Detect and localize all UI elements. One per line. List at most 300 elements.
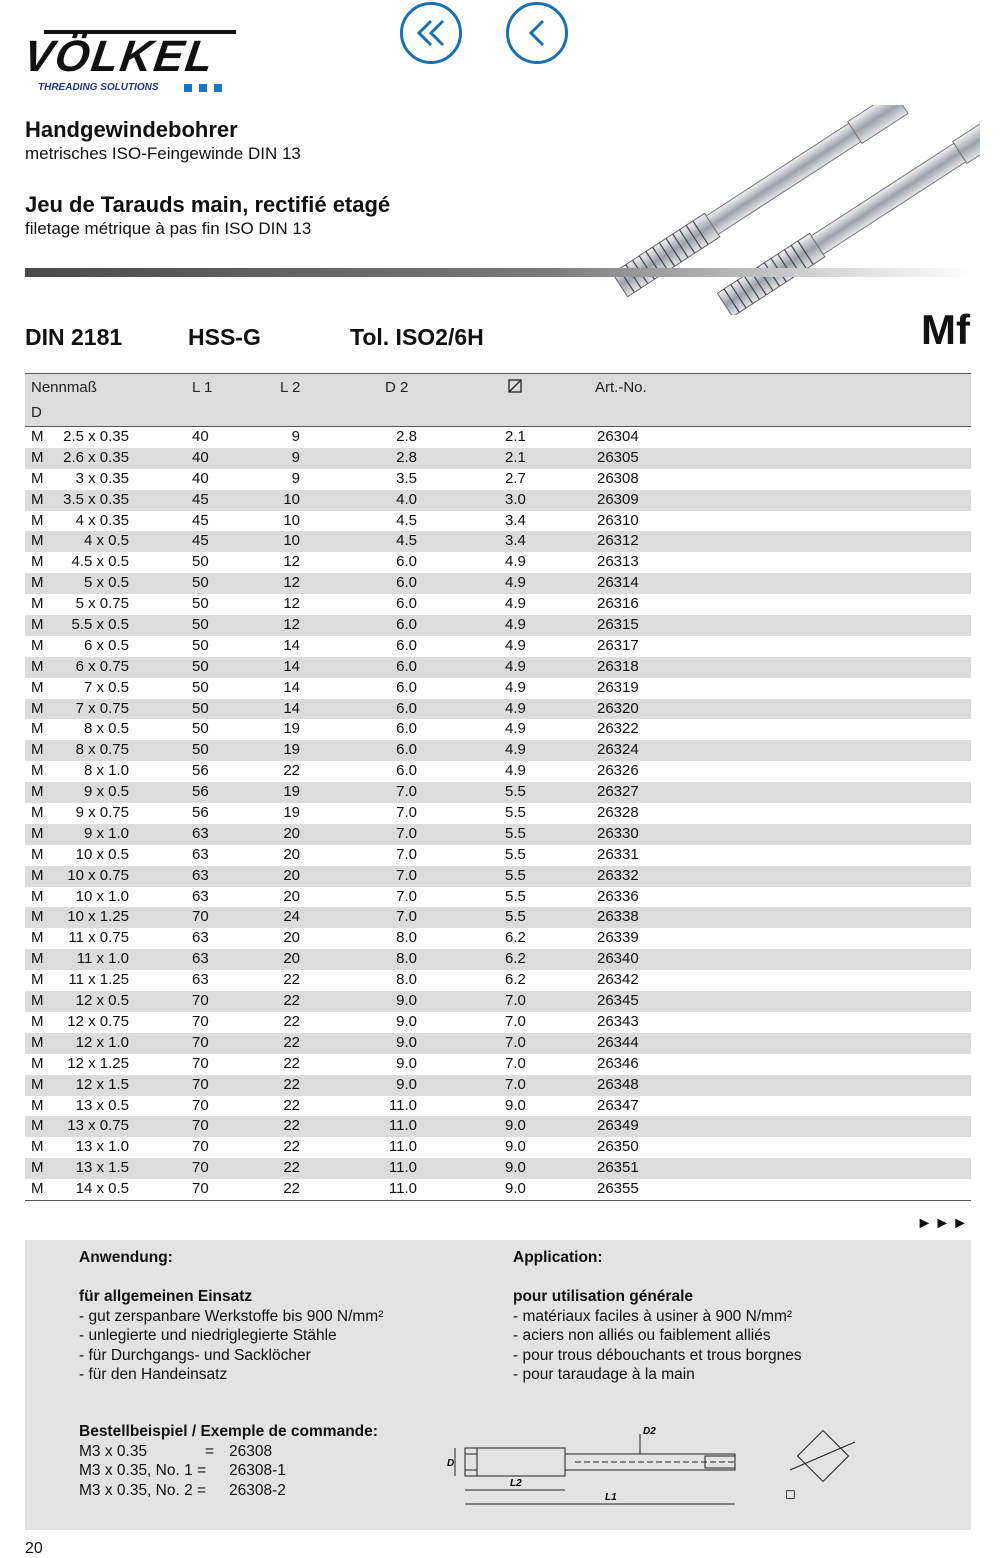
application-lead-de: für allgemeinen Einsatz	[79, 1288, 253, 1305]
cell-square: 5.5	[505, 824, 526, 842]
cell-l1: 70	[192, 1033, 209, 1051]
cell-square: 4.9	[505, 678, 526, 696]
cell-m: M	[31, 448, 44, 466]
cell-art-no: 26345	[597, 992, 639, 1010]
table-row	[25, 1116, 971, 1137]
application-german	[79, 1248, 383, 1385]
subtitle-french: filetage métrique à pas fin ISO DIN 13	[25, 219, 312, 238]
table-row	[25, 1075, 971, 1096]
cell-art-no: 26305	[597, 448, 639, 466]
continue-arrows[interactable]: ►►►	[916, 1215, 970, 1232]
application-item: - unlegierte und niedriglegierte Stähle	[79, 1327, 337, 1344]
cell-d2: 6.0	[396, 762, 417, 780]
header-d: D	[31, 404, 42, 421]
cell-l1: 63	[192, 971, 209, 989]
cell-art-no: 26315	[597, 616, 639, 634]
cell-size: 12 x 1.5	[75, 1075, 129, 1093]
cell-size: 11 x 1.0	[76, 950, 129, 968]
cell-l2: 24	[283, 908, 300, 926]
table-row	[25, 594, 971, 615]
cell-art-no: 26350	[597, 1138, 639, 1156]
cell-square: 3.4	[505, 532, 526, 550]
cell-l1: 50	[192, 553, 209, 571]
cell-l2: 20	[283, 824, 300, 842]
cell-size: 5 x 0.75	[75, 595, 129, 613]
application-item: - gut zerspanbare Werkstoffe bis 900 N/mm²	[79, 1307, 384, 1325]
cell-d2: 6.0	[396, 657, 417, 675]
cell-l2: 14	[283, 678, 300, 696]
cell-size: 3.5 x 0.35	[63, 490, 129, 508]
cell-d2: 6.0	[396, 553, 417, 571]
cell-l2: 14	[283, 636, 300, 654]
cell-square: 4.9	[505, 553, 526, 571]
cell-square: 7.0	[505, 1054, 526, 1072]
cell-l1: 63	[192, 929, 209, 947]
cell-d2: 11.0	[388, 1138, 417, 1156]
cell-m: M	[31, 616, 44, 634]
cell-d2: 7.0	[396, 783, 417, 801]
cell-art-no: 26328	[597, 804, 639, 822]
header-nennmass: Nennmaß	[31, 379, 97, 396]
cell-art-no: 26346	[597, 1054, 639, 1072]
square-size-icon	[508, 379, 522, 397]
table-row	[25, 1137, 971, 1158]
cell-size: 13 x 1.0	[75, 1138, 129, 1156]
cell-size: 7 x 0.5	[83, 678, 129, 696]
cell-size: 7 x 0.75	[75, 699, 129, 717]
cell-square: 9.0	[505, 1096, 526, 1114]
cell-art-no: 26342	[597, 971, 639, 989]
cell-square: 4.9	[505, 699, 526, 717]
cell-d2: 9.0	[396, 1075, 417, 1093]
cell-d2: 7.0	[396, 866, 417, 884]
cell-m: M	[31, 908, 44, 926]
cell-l2: 20	[283, 950, 300, 968]
cell-d2: 6.0	[396, 574, 417, 592]
cell-size: 10 x 1.25	[67, 908, 129, 926]
cell-square: 4.9	[505, 616, 526, 634]
cell-square: 5.5	[505, 783, 526, 801]
cell-m: M	[31, 762, 44, 780]
table-row	[25, 469, 971, 490]
cell-l1: 40	[192, 428, 209, 445]
cell-d2: 6.0	[396, 699, 417, 717]
cell-l1: 40	[192, 448, 209, 466]
cell-size: 13 x 1.5	[75, 1159, 129, 1177]
cell-m: M	[31, 929, 44, 947]
cell-d2: 2.8	[396, 428, 417, 445]
cell-l1: 70	[192, 908, 209, 926]
table-row	[25, 552, 971, 573]
order-example-row: M3 x 0.35, No. 1 = 26308-1	[79, 1462, 286, 1479]
cell-l2: 12	[283, 553, 300, 571]
application-item: - für den Handeinsatz	[79, 1366, 228, 1383]
cell-l1: 70	[192, 1159, 209, 1177]
cell-l2: 14	[283, 699, 300, 717]
cell-square: 5.5	[505, 804, 526, 822]
cell-size: 12 x 0.75	[67, 1012, 129, 1030]
cell-size: 2.5 x 0.35	[63, 428, 129, 445]
header-art-no: Art.-No.	[595, 379, 647, 396]
cell-art-no: 26324	[597, 741, 639, 759]
table-row	[25, 782, 971, 803]
table-row	[25, 511, 971, 532]
cell-square: 7.0	[505, 1075, 526, 1093]
cell-square: 6.2	[505, 929, 526, 947]
logo-square	[184, 84, 192, 92]
diagram-label-square: ◻	[785, 1486, 796, 1501]
cell-l2: 22	[283, 1054, 300, 1072]
application-french	[513, 1248, 802, 1385]
cell-square: 5.5	[505, 845, 526, 863]
cell-art-no: 26351	[597, 1159, 639, 1177]
table-row	[25, 1012, 971, 1033]
cell-square: 9.0	[505, 1138, 526, 1156]
cell-art-no: 26349	[597, 1117, 639, 1135]
cell-size: 6 x 0.5	[83, 636, 129, 654]
cell-m: M	[31, 1012, 44, 1030]
cell-d2: 3.5	[396, 469, 417, 487]
cell-l1: 63	[192, 824, 209, 842]
order-example-row: M3 x 0.35, No. 2 = 26308-2	[79, 1481, 286, 1499]
cell-l1: 50	[192, 720, 209, 738]
cell-l2: 19	[283, 783, 300, 801]
application-heading-de: Anwendung:	[79, 1249, 173, 1266]
cell-art-no: 26309	[597, 490, 639, 508]
application-item: - matériaux faciles à usiner à 900 N/mm²	[513, 1307, 793, 1325]
cell-l1: 45	[192, 511, 209, 529]
header-d2: D 2	[385, 379, 409, 396]
table-row	[25, 657, 971, 678]
table-row	[25, 615, 971, 636]
cell-l1: 70	[192, 1096, 209, 1114]
cell-d2: 8.0	[396, 929, 417, 947]
cell-l2: 9	[291, 448, 300, 466]
order-example	[79, 1422, 378, 1500]
cell-size: 9 x 1.0	[83, 824, 129, 842]
cell-art-no: 26312	[597, 532, 639, 550]
table-row	[25, 991, 971, 1012]
logo-name: VÖLKEL	[20, 32, 218, 81]
cell-size: 4 x 0.35	[75, 511, 129, 529]
tolerance: Tol. ISO2/6H	[350, 324, 484, 350]
table-row	[25, 1033, 971, 1054]
cell-l1: 56	[192, 783, 209, 801]
cell-m: M	[31, 553, 44, 571]
table-row	[25, 887, 971, 908]
cell-l2: 19	[283, 741, 300, 759]
header-l2: L 2	[280, 379, 301, 396]
cell-square: 3.0	[505, 490, 526, 508]
cell-art-no: 26327	[597, 783, 639, 801]
material-grade: HSS-G	[188, 324, 261, 350]
cell-square: 9.0	[505, 1159, 526, 1177]
cell-m: M	[31, 971, 44, 989]
diagram-label-d2: D2	[643, 1426, 656, 1437]
cell-size: 6 x 0.75	[75, 657, 129, 675]
cell-l2: 22	[283, 1180, 300, 1198]
title-french: Jeu de Tarauds main, rectifié etagé	[25, 192, 391, 217]
cell-d2: 6.0	[396, 720, 417, 738]
cell-l2: 19	[283, 804, 300, 822]
cell-square: 2.7	[505, 469, 526, 487]
cell-square: 2.1	[505, 448, 526, 466]
cell-l2: 10	[283, 511, 300, 529]
cell-l1: 70	[192, 1054, 209, 1072]
cell-square: 2.1	[505, 428, 526, 445]
din-standard: DIN 2181	[25, 324, 123, 350]
table-row	[25, 490, 971, 511]
cell-l2: 10	[283, 532, 300, 550]
cell-l2: 20	[283, 845, 300, 863]
cell-size: 14 x 0.5	[75, 1180, 129, 1198]
cell-m: M	[31, 887, 44, 905]
cell-square: 6.2	[505, 971, 526, 989]
table-row	[25, 636, 971, 657]
cell-l1: 50	[192, 574, 209, 592]
cell-art-no: 26355	[597, 1180, 639, 1198]
cell-square: 4.9	[505, 720, 526, 738]
table-row	[25, 1179, 971, 1200]
cell-l2: 22	[283, 1117, 300, 1135]
cell-square: 4.9	[505, 741, 526, 759]
table-row	[25, 845, 971, 866]
cell-square: 4.9	[505, 636, 526, 654]
cell-l1: 70	[192, 1012, 209, 1030]
cell-art-no: 26314	[597, 574, 639, 592]
cell-art-no: 26340	[597, 950, 639, 968]
cell-art-no: 26343	[597, 1012, 639, 1030]
cell-m: M	[31, 428, 44, 445]
cell-l2: 22	[283, 971, 300, 989]
cell-m: M	[31, 804, 44, 822]
application-item: - für Durchgangs- und Sacklöcher	[79, 1346, 311, 1364]
cell-l2: 22	[283, 1096, 300, 1114]
cell-l1: 70	[192, 992, 209, 1010]
cell-l2: 22	[283, 992, 300, 1010]
cell-m: M	[31, 699, 44, 717]
table-row	[25, 448, 971, 469]
cell-size: 9 x 0.75	[75, 804, 129, 822]
cell-m: M	[31, 824, 44, 842]
header-l1: L 1	[192, 379, 213, 396]
cell-size: 9 x 0.5	[83, 783, 129, 801]
cell-m: M	[31, 720, 44, 738]
diagram-label-d: D	[447, 1458, 455, 1469]
cell-m: M	[31, 866, 44, 884]
cell-art-no: 26347	[597, 1096, 639, 1114]
cell-l2: 12	[283, 595, 300, 613]
cell-m: M	[31, 574, 44, 592]
application-item: - aciers non alliés ou faiblement alliés	[513, 1327, 771, 1344]
cell-d2: 8.0	[396, 950, 417, 968]
table-row	[25, 866, 971, 887]
cell-d2: 6.0	[396, 616, 417, 634]
cell-square: 4.9	[505, 595, 526, 613]
diagram-label-l1: L1	[605, 1492, 617, 1503]
cell-l2: 12	[283, 574, 300, 592]
cell-l2: 22	[283, 1075, 300, 1093]
cell-size: 12 x 1.0	[75, 1033, 129, 1051]
cell-l1: 70	[192, 1138, 209, 1156]
cell-l2: 20	[283, 929, 300, 947]
cell-m: M	[31, 1075, 44, 1093]
cell-square: 7.0	[505, 992, 526, 1010]
application-lead-fr: pour utilisation générale	[513, 1288, 693, 1305]
cell-l2: 20	[283, 887, 300, 905]
voelkel-logo	[20, 30, 224, 96]
cell-l2: 22	[283, 762, 300, 780]
cell-d2: 9.0	[396, 992, 417, 1010]
cell-art-no: 26326	[597, 762, 639, 780]
table-bottom-rule	[25, 1200, 971, 1201]
cell-d2: 6.0	[396, 595, 417, 613]
cell-l2: 19	[283, 720, 300, 738]
table-row	[25, 1158, 971, 1179]
thread-type-badge: Mf	[921, 306, 970, 353]
cell-d2: 4.5	[396, 532, 417, 550]
cell-l1: 70	[192, 1180, 209, 1198]
cell-d2: 9.0	[396, 1012, 417, 1030]
cell-art-no: 26304	[597, 428, 639, 445]
chevron-left-icon	[519, 15, 555, 51]
cell-m: M	[31, 532, 44, 550]
cell-size: 13 x 0.75	[67, 1117, 129, 1135]
tap-dimension-drawing	[425, 1420, 885, 1525]
cell-l2: 10	[283, 490, 300, 508]
double-chevron-left-icon	[413, 15, 449, 51]
cell-m: M	[31, 950, 44, 968]
cell-m: M	[31, 1054, 44, 1072]
cell-square: 5.5	[505, 887, 526, 905]
cell-l2: 9	[291, 428, 300, 445]
cell-d2: 7.0	[396, 908, 417, 926]
hand-tap-product-image	[600, 105, 980, 315]
first-page-button[interactable]	[400, 2, 462, 64]
order-example-heading: Bestellbeispiel / Exemple de commande:	[79, 1423, 378, 1440]
cell-art-no: 26310	[597, 511, 639, 529]
table-row	[25, 740, 971, 761]
cell-square: 7.0	[505, 1033, 526, 1051]
logo-tagline: THREADING SOLUTIONS	[38, 82, 159, 93]
cell-l2: 14	[283, 657, 300, 675]
cell-l1: 63	[192, 950, 209, 968]
cell-m: M	[31, 1117, 44, 1135]
table-row	[25, 761, 971, 782]
cell-art-no: 26330	[597, 824, 639, 842]
cell-l1: 40	[192, 469, 209, 487]
previous-page-button[interactable]	[506, 2, 568, 64]
cell-l1: 56	[192, 762, 209, 780]
cell-size: 12 x 1.25	[67, 1054, 129, 1072]
cell-l2: 20	[283, 866, 300, 884]
cell-m: M	[31, 1138, 44, 1156]
cell-l1: 50	[192, 678, 209, 696]
table-row	[25, 699, 971, 720]
cell-d2: 9.0	[396, 1033, 417, 1051]
cell-d2: 9.0	[396, 1054, 417, 1072]
cell-square: 4.9	[505, 574, 526, 592]
cell-l1: 45	[192, 532, 209, 550]
cell-size: 8 x 0.75	[75, 741, 129, 759]
cell-size: 11 x 0.75	[68, 929, 129, 947]
application-item: - pour trous débouchants et trous borgnes	[513, 1346, 802, 1364]
table-row	[25, 1096, 971, 1117]
cell-art-no: 26316	[597, 595, 639, 613]
logo-square	[214, 84, 222, 92]
cell-d2: 7.0	[396, 804, 417, 822]
table-row	[25, 573, 971, 594]
cell-l2: 22	[283, 1138, 300, 1156]
application-info-box	[25, 1240, 971, 1530]
cell-square: 3.4	[505, 511, 526, 529]
cell-d2: 11.0	[388, 1159, 417, 1177]
table-row	[25, 949, 971, 970]
cell-l1: 63	[192, 845, 209, 863]
cell-square: 5.5	[505, 866, 526, 884]
logo-square	[199, 84, 207, 92]
cell-size: 5.5 x 0.5	[71, 616, 129, 634]
cell-m: M	[31, 595, 44, 613]
table-row	[25, 1054, 971, 1075]
cell-size: 8 x 1.0	[83, 762, 129, 780]
cell-d2: 11.0	[388, 1096, 417, 1114]
cell-m: M	[31, 1096, 44, 1114]
cell-m: M	[31, 1159, 44, 1177]
table-row	[25, 907, 971, 928]
cell-l1: 50	[192, 741, 209, 759]
cell-d2: 4.5	[396, 511, 417, 529]
cell-l1: 50	[192, 616, 209, 634]
cell-d2: 8.0	[396, 971, 417, 989]
table-row	[25, 427, 971, 448]
cell-size: 8 x 0.5	[83, 720, 129, 738]
cell-square: 6.2	[505, 950, 526, 968]
cell-l1: 50	[192, 636, 209, 654]
cell-art-no: 26339	[597, 929, 639, 947]
cell-l2: 9	[291, 469, 300, 487]
table-header	[25, 373, 971, 427]
title-german: Handgewindebohrer	[25, 117, 238, 142]
table-row	[25, 928, 971, 949]
cell-l1: 63	[192, 866, 209, 884]
cell-m: M	[31, 1033, 44, 1051]
cell-l2: 22	[283, 1033, 300, 1051]
cell-l1: 50	[192, 657, 209, 675]
cell-size: 10 x 0.75	[67, 866, 129, 884]
cell-l1: 70	[192, 1117, 209, 1135]
cell-d2: 4.0	[396, 490, 417, 508]
cell-d2: 6.0	[396, 678, 417, 696]
cell-size: 10 x 1.0	[75, 887, 129, 905]
application-heading-fr: Application:	[513, 1249, 603, 1266]
cell-square: 5.5	[505, 908, 526, 926]
cell-l1: 63	[192, 887, 209, 905]
cell-size: 5 x 0.5	[83, 574, 129, 592]
cell-m: M	[31, 1180, 44, 1198]
cell-square: 4.9	[505, 657, 526, 675]
cell-m: M	[31, 636, 44, 654]
cell-size: 10 x 0.5	[75, 845, 129, 863]
application-item: - pour taraudage à la main	[513, 1366, 695, 1383]
cell-square: 4.9	[505, 762, 526, 780]
subtitle-german: metrisches ISO-Feingewinde DIN 13	[25, 144, 301, 163]
cell-size: 11 x 1.25	[68, 971, 129, 989]
cell-l2: 22	[283, 1012, 300, 1030]
cell-m: M	[31, 657, 44, 675]
cell-art-no: 26308	[597, 469, 639, 487]
cell-d2: 6.0	[396, 741, 417, 759]
